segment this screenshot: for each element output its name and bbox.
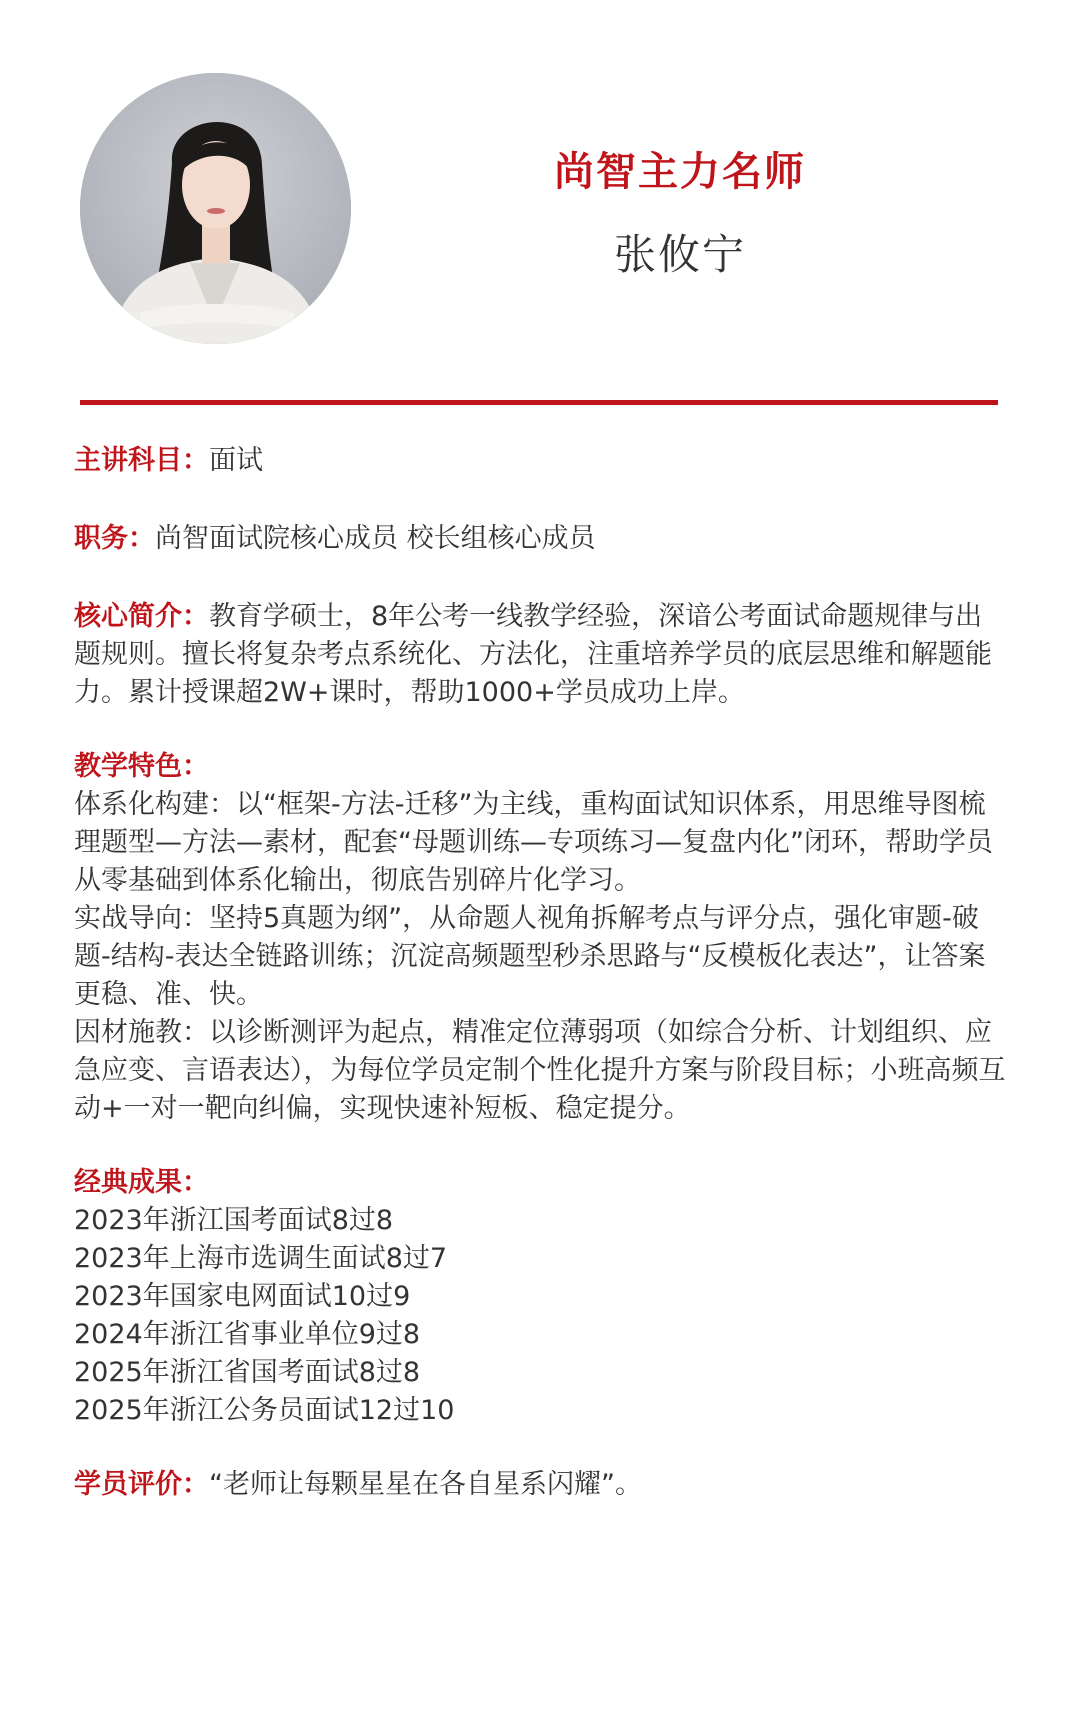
achievements-label: 经典成果： <box>74 1167 209 1198</box>
profile-content <box>74 442 1008 1504</box>
intro-label: 核心简介： <box>74 601 209 632</box>
subject-row <box>74 442 1008 480</box>
achievement-item: 2023年浙江国考面试8过8 <box>74 1205 394 1236</box>
achievement-item: 2025年浙江省国考面试8过8 <box>74 1357 421 1388</box>
achievement-item: 2023年国家电网面试10过9 <box>74 1281 411 1312</box>
feature-item: 体系化构建：以“框架-方法-迁移”为主线，重构面试知识体系，用思维导图梳理题型—方法—素材，配套“母题训练—专项练习—复盘内化”闭环，帮助学员从零基础到体系化输出，彻底告别碎片化学习。 <box>74 789 993 896</box>
teacher-name: 张攸宁 <box>613 230 746 279</box>
subject-label: 主讲科目： <box>74 445 209 476</box>
intro-row <box>74 598 1008 712</box>
position-label: 职务： <box>74 523 155 554</box>
achievement-item: 2025年浙江公务员面试12过10 <box>74 1395 455 1426</box>
teacher-title: 尚智主力名师 <box>554 149 806 195</box>
review-value: “老师让每颗星星在各自星系闪耀”。 <box>209 1469 642 1500</box>
features-section <box>74 748 1008 1128</box>
achievements-section <box>74 1164 1008 1430</box>
header-divider <box>80 400 998 405</box>
review-row <box>74 1466 1008 1504</box>
subject-value: 面试 <box>209 445 263 476</box>
features-label: 教学特色： <box>74 751 209 782</box>
feature-item: 实战导向：坚持5真题为纲”，从命题人视角拆解考点与评分点，强化审题-破题-结构-表达全链路训练；沉淀高频题型秒杀思路与“反模板化表达”，让答案更稳、准、快。 <box>74 903 986 1010</box>
position-row <box>74 520 1008 558</box>
achievement-item: 2024年浙江省事业单位9过8 <box>74 1319 421 1350</box>
achievement-item: 2023年上海市选调生面试8过7 <box>74 1243 448 1274</box>
intro-value: 教育学硕士，8年公考一线教学经验，深谙公考面试命题规律与出题规则。擅长将复杂考点系统化、方法化，注重培养学员的底层思维和解题能力。累计授课超2W+课时，帮助1000+学员成功上岸。 <box>74 601 992 708</box>
feature-item: 因材施教：以诊断测评为起点，精准定位薄弱项（如综合分析、计划组织、应急应变、言语表达），为每位学员定制个性化提升方案与阶段目标；小班高频互动+一对一靶向纠偏，实现快速补短板、稳定提分。 <box>74 1017 1006 1124</box>
position-value: 尚智面试院核心成员 校长组核心成员 <box>155 523 596 554</box>
review-label: 学员评价： <box>74 1469 209 1500</box>
teacher-photo <box>80 73 351 344</box>
